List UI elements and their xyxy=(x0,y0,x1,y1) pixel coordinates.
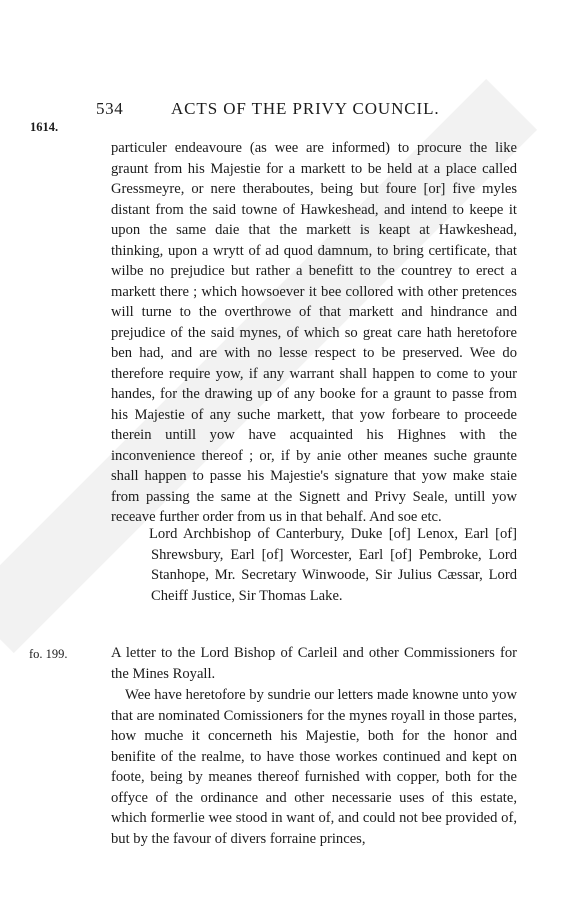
paragraph-letter: Wee have heretofore by sundrie our letters made knowne unto yow that are nominated Comissioners for the mynes royall in those partes, how muche it concerneth his Majestie, both for the honor and benifite of the realme, to have those workes continued and kept on foote, being by meanes thereof furnished with copper, both for the offyce of the ordinance and other necessarie uses of this estate, which formerlie wee stood in want of, and could not bee provided of, but by the favour of divers forraine princes, xyxy=(111,687,517,847)
margin-folio: fo. 199. xyxy=(29,647,68,661)
signatories-list: Lord Archbishop of Canterbury, Duke [of] Lenox, Earl [of] Shrewsbury, Earl [of] Worcester, Earl [of] Pembroke, Lord Stanhope, Mr. Secretary Winwoode, Sir Julius Cæssar, Lord Cheiff Justice, Sir Thomas Lake. xyxy=(149,526,517,604)
page-header xyxy=(0,99,567,121)
page-number: 534 xyxy=(96,99,124,118)
letter-heading: A letter to the Lord Bishop of Carleil and other Commissioners for the Mines Royall. xyxy=(111,645,517,682)
running-title: ACTS OF THE PRIVY COUNCIL. xyxy=(171,99,440,118)
paragraph-body: particuler endeavoure (as wee are informed) to procure the like graunt from his Majestie for a markett to be held at a place called Gressmeyre, or nere theraboutes, being but foure [or] five myles distant from the said towne of Hawkeshead, and intend to keepe it upon the same daie that the markett is keapt at Hawkeshead, thinking, upon a wrytt of ad quod damnum, to bring certificate, that wilbe no prejudice but rather a benefitt to the countrey to erect a markett there ; which howsoever it bee collored with other pretences will turne to the overthrowe of that markett and hindrance and prejudice of the said mynes, of which so great care hath heretofore ben had, and are with no lesse respect to be preserved. Wee do therefore require yow, if any warrant shall happen to come to your handes, for the drawing up of any booke for a graunt to passe from his Majestie of any suche markett, that yow forbeare to proceede therein untill yow have acquainted his Highnes with the inconvenience thereof ; or, if by anie other meanes suche graunte shall happen to passe his Majestie's signature that yow make staie from passing the same at the Signett and Privy Seale, untill yow receave further order from us in that behalf. And soe etc. xyxy=(111,140,517,525)
margin-year: 1614. xyxy=(30,120,59,134)
